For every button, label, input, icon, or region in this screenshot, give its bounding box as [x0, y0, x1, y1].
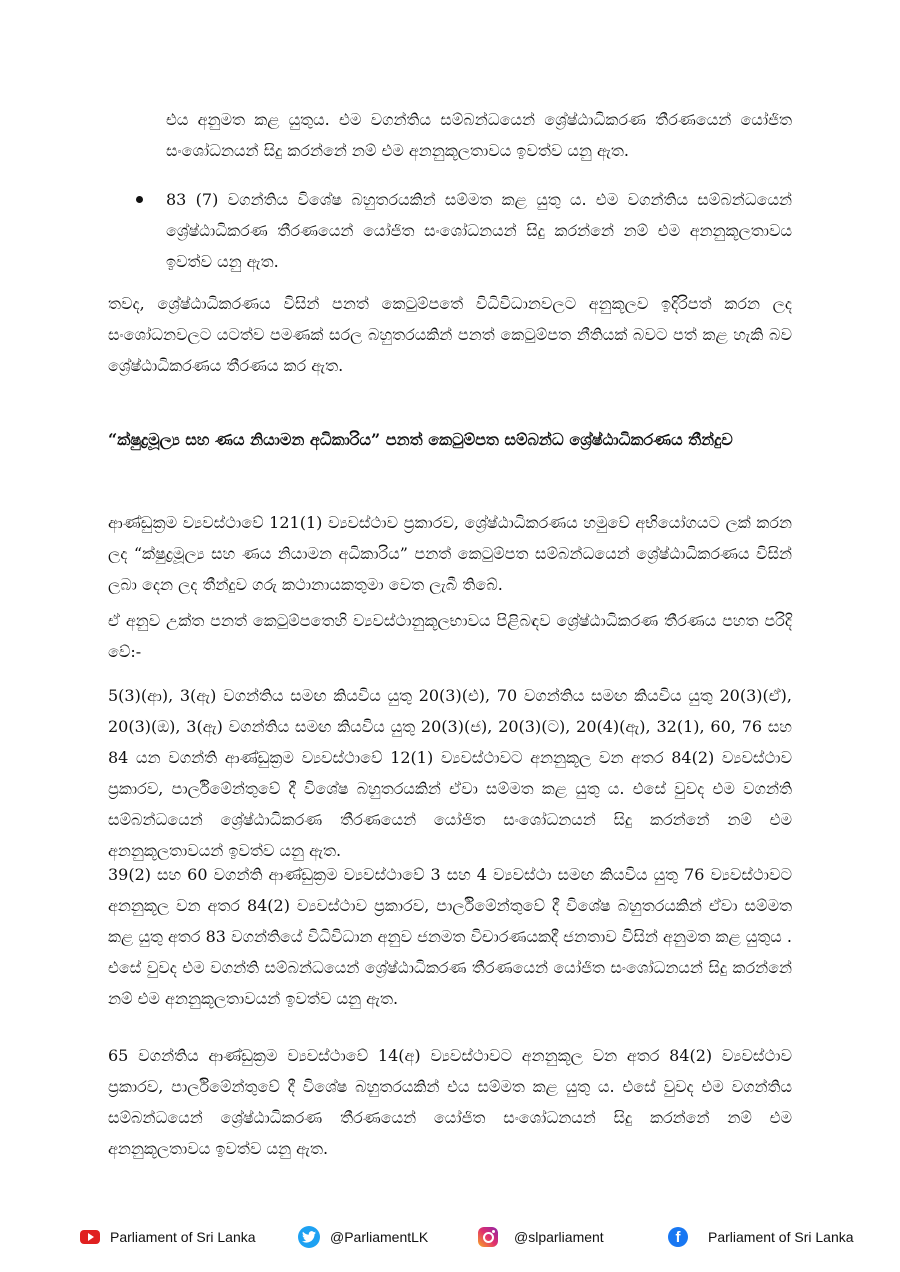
- paragraph-continuation: එය අනුමත කළ යුතුය. එම වගන්තිය සම්බන්ධයෙන් ශ්‍රේෂ්ඨාධිකරණ තීරණයෙන් යෝජිත සංශෝධනයන් සිදු කරන්නේ නම් එම අනනුකූලතාවය ඉවත්ව යනු ඇත.: [166, 110, 792, 160]
- paragraph-intro: ආණ්ඩුක්‍රම ව්‍යවස්ථාවේ 121(1) ව්‍යවස්ථාව ප්‍රකාරව, ශ්‍රේෂ්ඨාධිකරණය හමුවේ අභියෝගයට ලක් කරන ලද “ක්ෂුද්‍රමූල්‍ය සහ ණය නියාමන අධිකාරිය” පනත් කෙටුම්පත සම්බන්ධයෙන් ශ්‍රේෂ්ඨාධිකරණය විසින් ලබා දෙන ලද තීන්දුව ගරු කථානායකතුමා වෙත ලැබී තිබේ.: [108, 513, 792, 594]
- paragraph-supreme-court-decision: තවද, ශ්‍රේෂ්ඨාධිකරණය විසින් පනත් කෙටුම්පතේ විධිවිධානවලට අනුකූලව ඉදිරිපත් කරන ලද සංශෝධනවලට යටත්ව පමණක් සරල බහුතරයකින් පනත් කෙටුම්පත නීතියක් බවට පත් කළ හැකි බව ශ්‍රේෂ්ඨාධිකරණය තීරණය කර ඇත.: [108, 294, 792, 375]
- footer-youtube-label: Parliament of Sri Lanka: [110, 1229, 256, 1245]
- twitter-icon: [298, 1226, 320, 1248]
- youtube-icon: [80, 1230, 100, 1244]
- facebook-icon: f: [668, 1227, 688, 1247]
- instagram-icon: [478, 1227, 498, 1247]
- footer-youtube[interactable]: [80, 1222, 256, 1252]
- footer-twitter-label: @ParliamentLK: [330, 1229, 429, 1245]
- footer-instagram-label: @slparliament: [514, 1229, 604, 1245]
- bullet-item: 83 (7) වගන්තිය විශේෂ බහුතරයකින් සම්මත කළ යුතු ය. එම වගන්තිය සම්බන්ධයෙන් ශ්‍රේෂ්ඨාධිකරණ තීරණයෙන් යෝජිත සංශෝධනයන් සිදු කරන්නේ නම් එම අනනුකූලතාවය ඉවත්ව යනු ඇත.: [166, 190, 792, 271]
- paragraph-clauses-3: 65 වගන්තිය ආණ්ඩුක්‍රම ව්‍යවස්ථාවේ 14(අ) ව්‍යවස්ථාවට අනනුකූල වන අතර 84(2) ව්‍යවස්ථාව ප්‍රකාරව, පාර්ලිමේන්තුවේ දී විශේෂ බහුතරයකින් එය සම්මත කළ යුතු ය. එසේ වුවද එම වගන්තිය සම්බන්ධයෙන් ශ්‍රේෂ්ඨාධිකරණ තීරණයෙන් යෝජිත සංශෝධනයන් සිදු කරන්නේ නම් එම අනනුකූලතාවය ඉවත්ව යනු ඇත.: [108, 1046, 792, 1158]
- footer-facebook[interactable]: [668, 1222, 854, 1252]
- paragraph-clauses-1: 5(3)(ආ), 3(ඇ) වගන්තිය සමඟ කියවිය යුතු 20(3)(එ), 70 වගන්තිය සමඟ කියවිය යුතු 20(3)(ඒ), 20(3)(ඔ), 3(ඇ) වගන්තිය සමඟ කියවිය යුතු 20(3)(ජ), 20(3)(ට), 20(4)(ඇ), 32(1), 60, 76 සහ 84 යන වගන්ති ආණ්ඩුක්‍රම ව්‍යවස්ථාවේ 12(1) ව්‍යවස්ථාවට අනනුකූල වන අතර 84(2) ව්‍යවස්ථාව ප්‍රකාරව, පාර්ලිමේන්තුවේ දී විශේෂ බහුතරයකින් ඒවා සම්මත කළ යුතු ය. එසේ වුවද එම වගන්ති සම්බන්ධයෙන් ශ්‍රේෂ්ඨාධිකරණ තීරණයෙන් යෝජිත සංශෝධනයන් සිදු කරන්නේ නම් එම අනනුකූලතාවයන් ඉවත්ව යනු ඇත.: [108, 686, 792, 860]
- paragraph-summary: ඒ අනුව උක්ත පනත් කෙටුම්පතෙහි ව්‍යවස්ථානුකූලභාවය පිළිබඳව ශ්‍රේෂ්ඨාධිකරණ තීරණය පහත පරිදි වේ:-: [108, 611, 792, 661]
- bullet-marker: [136, 196, 143, 203]
- section-heading: “ක්ෂුද්‍රමූල්‍ය සහ ණය නියාමන අධිකාරිය” පනත් කෙටුම්පත සම්බන්ධ ශ්‍රේෂ්ඨාධිකරණය තීන්දුව: [108, 430, 733, 449]
- social-footer: [0, 1222, 900, 1252]
- footer-facebook-label: Parliament of Sri Lanka: [708, 1229, 854, 1245]
- footer-instagram[interactable]: [478, 1222, 604, 1252]
- footer-twitter[interactable]: [298, 1222, 428, 1252]
- paragraph-clauses-2: 39(2) සහ 60 වගන්ති ආණ්ඩුක්‍රම ව්‍යවස්ථාවේ 3 සහ 4 ව්‍යවස්ථා සමඟ කියවිය යුතු 76 ව්‍යවස්ථාවට අනනුකූල වන අතර 84(2) ව්‍යවස්ථාව ප්‍රකාරව, පාර්ලිමේන්තුවේ දී විශේෂ බහුතරයකින් ඒවා සම්මත කළ යුතු අතර 83 වගන්තියේ විධිවිධාන අනුව ජනමත විචාරණයකදී ජනතාව විසින් අනුමත කළ යුතුය . එසේ වුවද එම වගන්ති සම්බන්ධයෙන් ශ්‍රේෂ්ඨාධිකරණ තීරණයෙන් යෝජිත සංශෝධනයන් සිදු කරන්නේ නම් එම අනනුකූලතාවයන් ඉවත්ව යනු ඇත.: [108, 865, 792, 1008]
